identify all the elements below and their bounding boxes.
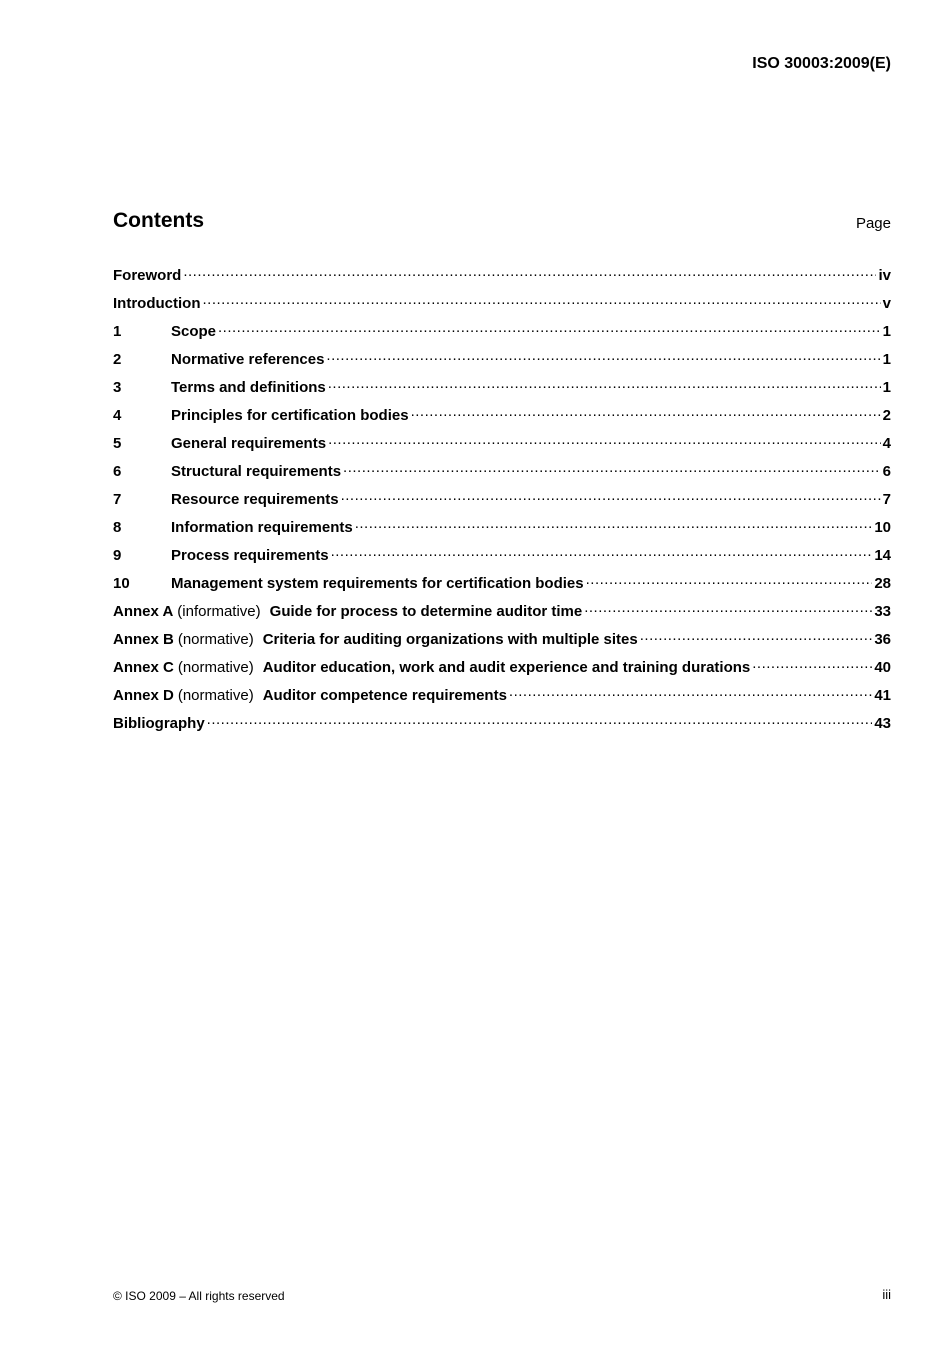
toc-entry-title: Auditor education, work and audit experience and training durations [262, 659, 751, 676]
toc-entry-page: v [882, 295, 891, 312]
toc-entry-page: 40 [874, 659, 891, 676]
dot-leader [218, 321, 881, 336]
toc-entry-title: Scope [171, 323, 217, 340]
annex-identifier: Annex B [113, 631, 174, 648]
dot-leader [355, 517, 873, 532]
dot-leader [328, 433, 881, 448]
toc-entry-clause-7[interactable] [113, 489, 891, 517]
toc-entry-page: 43 [874, 715, 891, 732]
table-of-contents [113, 265, 891, 741]
toc-entry-title: Foreword [113, 267, 182, 284]
toc-entry-page: 36 [874, 631, 891, 648]
toc-entry-title: Process requirements [171, 547, 329, 564]
annex-kind: (normative) [177, 631, 254, 648]
toc-entry-page: 1 [882, 351, 891, 368]
annex-identifier: Annex C [113, 659, 174, 676]
annex-identifier: Annex D [113, 687, 174, 704]
page-column-label: Page [855, 215, 891, 232]
dot-leader [752, 657, 872, 672]
dot-leader [341, 489, 881, 504]
toc-entry-number: 1 [113, 323, 122, 340]
toc-entry-page: 6 [882, 463, 891, 480]
toc-entry-title: Introduction [113, 295, 201, 312]
annex-kind: (informative) [177, 603, 261, 620]
toc-entry-title: Management system requirements for certification bodies [171, 575, 584, 592]
toc-entry-number: 7 [113, 491, 122, 508]
contents-heading: Contents [113, 209, 204, 232]
toc-entry-number: 2 [113, 351, 122, 368]
toc-entry-title: Bibliography [113, 715, 205, 732]
toc-entry-clause-3[interactable] [113, 377, 891, 405]
toc-entry-bibliography[interactable] [113, 713, 891, 741]
dot-leader [586, 573, 873, 588]
dot-leader [331, 545, 873, 560]
toc-entry-title: General requirements [171, 435, 327, 452]
dot-leader [183, 265, 876, 280]
annex-identifier: Annex A [113, 603, 174, 620]
dot-leader [207, 713, 873, 728]
toc-entry-page: 2 [882, 407, 891, 424]
toc-entry-number: 4 [113, 407, 122, 424]
document-identifier: ISO 30003:2009(E) [752, 55, 891, 72]
toc-entry-annex-a[interactable] [113, 601, 891, 629]
toc-entry-introduction[interactable] [113, 293, 891, 321]
annex-kind: (normative) [177, 687, 254, 704]
toc-entry-clause-10[interactable] [113, 573, 891, 601]
toc-entry-page: 7 [882, 491, 891, 508]
toc-entry-clause-6[interactable] [113, 461, 891, 489]
toc-entry-clause-9[interactable] [113, 545, 891, 573]
toc-entry-title: Normative references [171, 351, 325, 368]
page-number: iii [882, 1287, 891, 1302]
toc-entry-clause-4[interactable] [113, 405, 891, 433]
toc-entry-page: 41 [874, 687, 891, 704]
toc-entry-page: 28 [874, 575, 891, 592]
toc-entry-title: Guide for process to determine auditor time [269, 603, 583, 620]
toc-entry-title: Auditor competence requirements [262, 687, 507, 704]
toc-entry-number: 9 [113, 547, 122, 564]
toc-entry-title: Structural requirements [171, 463, 342, 480]
dot-leader [584, 601, 872, 616]
toc-entry-page: 33 [874, 603, 891, 620]
toc-entry-page: 14 [874, 547, 891, 564]
toc-entry-annex-b[interactable] [113, 629, 891, 657]
toc-entry-title: Principles for certification bodies [171, 407, 409, 424]
toc-entry-clause-5[interactable] [113, 433, 891, 461]
toc-entry-page: 10 [874, 519, 891, 536]
toc-entry-annex-c[interactable] [113, 657, 891, 685]
toc-entry-number: 6 [113, 463, 122, 480]
dot-leader [326, 349, 880, 364]
toc-entry-foreword[interactable] [113, 265, 891, 293]
toc-entry-clause-1[interactable] [113, 321, 891, 349]
dot-leader [640, 629, 873, 644]
dot-leader [411, 405, 881, 420]
toc-entry-title: Terms and definitions [171, 379, 326, 396]
dot-leader [328, 377, 881, 392]
toc-entry-title: Information requirements [171, 519, 353, 536]
toc-entry-number: 10 [113, 575, 130, 592]
dot-leader [343, 461, 881, 476]
toc-entry-number: 3 [113, 379, 122, 396]
dot-leader [202, 293, 880, 308]
toc-entry-title: Criteria for auditing organizations with multiple sites [262, 631, 638, 648]
toc-entry-page: iv [878, 267, 891, 284]
dot-leader [509, 685, 872, 700]
toc-entry-number: 8 [113, 519, 122, 536]
toc-entry-page: 1 [882, 323, 891, 340]
annex-kind: (normative) [177, 659, 254, 676]
toc-entry-clause-8[interactable] [113, 517, 891, 545]
toc-entry-title: Resource requirements [171, 491, 339, 508]
toc-entry-page: 4 [882, 435, 891, 452]
toc-entry-page: 1 [882, 379, 891, 396]
toc-entry-clause-2[interactable] [113, 349, 891, 377]
copyright-notice: © ISO 2009 – All rights reserved [113, 1289, 285, 1303]
toc-entry-annex-d[interactable] [113, 685, 891, 713]
toc-entry-number: 5 [113, 435, 122, 452]
